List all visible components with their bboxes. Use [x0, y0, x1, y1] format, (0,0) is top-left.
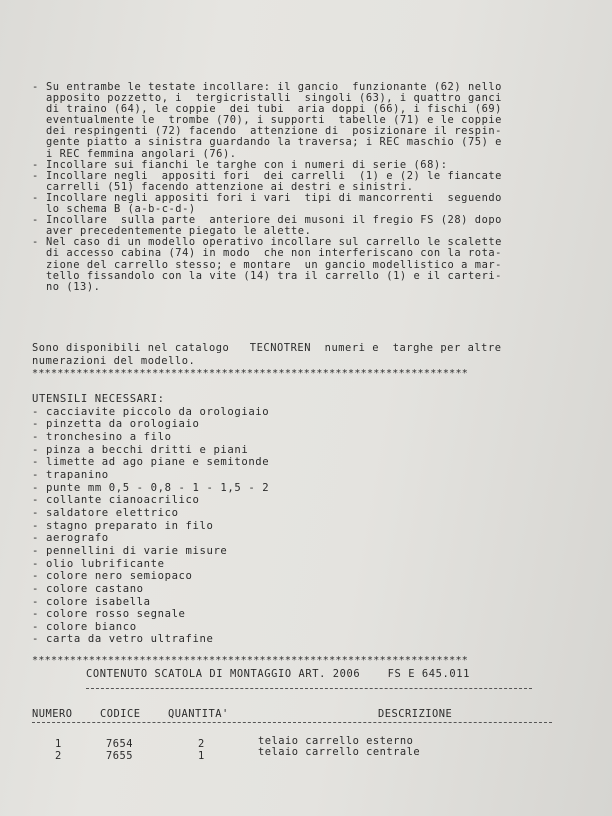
tool-item [32, 444, 269, 457]
instruction-line: dei respingenti (72) facendo attenzione di posizionare il respin- [46, 125, 502, 138]
bullet-dash: - [32, 532, 46, 545]
bleed-through-text [316, 405, 415, 416]
tool-item [32, 494, 269, 507]
tool-item [32, 456, 269, 469]
tool-label: pennellini di varie misure [45, 544, 228, 557]
tool-label: carta da vetro ultrafine [45, 633, 214, 646]
tool-item [32, 507, 269, 520]
col-header-codice: CODICE [100, 708, 141, 720]
instruction-item [32, 237, 592, 292]
instruction-line: i REC femmina angolari (76). [46, 147, 237, 160]
bullet-dash: - [32, 481, 46, 494]
tool-item [32, 558, 269, 571]
bullet-dash: - [32, 430, 46, 443]
tool-label: punte mm 0,5 - 0,8 - 1 - 1,5 - 2 [45, 481, 270, 494]
tool-label: colore rosso segnale [45, 608, 186, 621]
instruction-line: gente piatto a sinistra guardando la traversa; i REC maschio (75) e [46, 136, 502, 149]
tool-item [32, 469, 269, 482]
bullet-dash: - [32, 405, 46, 418]
col-header-quantita: QUANTITA' [168, 708, 229, 720]
bullet-dash: - [32, 169, 39, 182]
tools-list [32, 393, 269, 646]
box-contents-title: CONTENUTO SCATOLA DI MONTAGGIO ART. 2006 FS E 645.011 [86, 668, 470, 680]
instruction-line: Incollare sui fianchi le targhe con i numeri di serie (68): [46, 158, 448, 171]
instruction-line: no (13). [46, 280, 101, 293]
asterisk-separator: ********************************************************************* [32, 655, 469, 666]
tool-item [32, 406, 269, 419]
instruction-line: apposito pozzetto, i tergicristalli singoli (63), i quattro ganci [46, 92, 502, 105]
instruction-line: Su entrambe le testate incollare: il gancio funzionante (62) nello [46, 81, 502, 93]
bullet-dash: - [32, 582, 46, 595]
bullet-dash: - [32, 191, 39, 204]
bullet-dash: - [32, 570, 46, 583]
tool-label: tronchesino a filo [45, 430, 172, 443]
bullet-dash: - [32, 620, 46, 633]
tool-item [32, 482, 269, 495]
bullet-dash: - [32, 557, 46, 570]
instruction-line: di accesso cabina (74) in modo che non interferiscano con la rota- [46, 247, 502, 260]
tool-label: trapanino [45, 468, 109, 481]
instruction-line: di traino (64), le coppie dei tubi aria doppi (66), i fischi (69) [46, 103, 502, 116]
instruction-line: carrelli (51) facendo attenzione ai destri e sinistri. [46, 180, 414, 193]
title-underline [86, 688, 532, 689]
bullet-dash: - [32, 519, 46, 532]
table-cell-numero: 2 [55, 750, 62, 762]
instruction-line: Nel caso di un modello operativo incollare sul carrello le scalette [46, 236, 502, 249]
tool-item [32, 583, 269, 596]
tool-label: cacciavite piccolo da orologiaio [45, 405, 270, 418]
bullet-dash: - [32, 158, 39, 171]
bullet-dash: - [32, 633, 46, 646]
instruction-line: Incollare negli appositi fori dei carrelli (1) e (2) le fiancate [46, 169, 502, 182]
bullet-dash: - [32, 595, 46, 608]
table-cell-quantita: 1 [198, 750, 205, 762]
tool-item [32, 418, 269, 431]
instruction-item [32, 82, 592, 160]
tool-item [32, 520, 269, 533]
tool-label: colore castano [45, 582, 144, 595]
tool-label: stagno preparato in filo [45, 519, 214, 532]
tool-label: aerografo [45, 532, 109, 545]
table-cell-codice: 7654 [106, 738, 134, 750]
catalog-note-line: numerazioni del modello. [32, 355, 196, 367]
bullet-dash: - [32, 608, 46, 621]
tool-label: collante cianoacrilico [45, 494, 200, 507]
assembly-instructions [32, 82, 592, 293]
bullet-dash: - [32, 494, 46, 507]
tool-item [32, 570, 269, 583]
bullet-dash: - [32, 456, 46, 469]
catalog-note-line: Sono disponibili nel catalogo TECNOTREN numeri e targhe per altre [32, 342, 502, 354]
instruction-line: aver precedentemente piegato le alette. [46, 225, 312, 238]
table-cell-descrizione: telaio carrello centrale [258, 746, 421, 758]
tool-item [32, 608, 269, 621]
table-cell-codice: 7655 [106, 750, 134, 762]
bullet-dash: - [32, 236, 39, 249]
tool-label: pinzetta da orologiaio [45, 418, 200, 431]
asterisk-separator: ********************************************************************* [32, 368, 469, 379]
instruction-item [32, 171, 592, 193]
col-header-descrizione: DESCRIZIONE [378, 708, 453, 720]
bullet-dash: - [32, 418, 46, 431]
bullet-dash: - [32, 468, 46, 481]
col-header-numero: NUMERO [32, 708, 73, 720]
instruction-item [32, 193, 592, 215]
tool-item [32, 621, 269, 634]
table-cell-descrizione: telaio carrello esterno [258, 735, 414, 747]
instruction-line: Incollare negli appositi fori i vari tipi di mancorrenti seguendo [46, 191, 502, 204]
tools-title: UTENSILI NECESSARI: [32, 393, 165, 405]
bullet-dash: - [32, 506, 46, 519]
header-underline [32, 722, 552, 723]
bullet-dash: - [32, 81, 39, 93]
tool-item [32, 633, 269, 646]
tool-label: colore bianco [45, 620, 137, 633]
tool-item [32, 431, 269, 444]
instruction-line: lo schema B (a-b-c-d-) [46, 203, 196, 216]
tool-item [32, 596, 269, 609]
bullet-dash: - [32, 443, 46, 456]
table-cell-numero: 1 [55, 738, 62, 750]
instruction-line: eventualmente le trombe (70), i supporti tabelle (71) e le coppie [46, 114, 502, 127]
instruction-line: zione del carrello stesso; e montare un gancio modellistico a mar- [46, 258, 502, 271]
tool-label: saldatore elettrico [45, 506, 179, 519]
bullet-dash: - [32, 544, 46, 557]
table-cell-quantita: 2 [198, 738, 205, 750]
tool-label: colore isabella [45, 595, 151, 608]
catalog-note [32, 342, 502, 368]
bullet-dash: - [32, 214, 39, 227]
tool-item [32, 532, 269, 545]
tool-item [32, 545, 269, 558]
tool-label: olio lubrificante [45, 557, 165, 570]
instruction-item [32, 215, 592, 237]
instruction-line: tello fissandolo con la vite (14) tra il carrello (1) e il carteri- [46, 269, 502, 282]
tool-label: pinza a becchi dritti e piani [45, 443, 249, 456]
instruction-line: Incollare sulla parte anteriore dei musoni il fregio FS (28) dopo [46, 214, 502, 227]
tool-label: colore nero semiopaco [45, 570, 193, 583]
tool-label: limette ad ago piane e semitonde [45, 456, 270, 469]
